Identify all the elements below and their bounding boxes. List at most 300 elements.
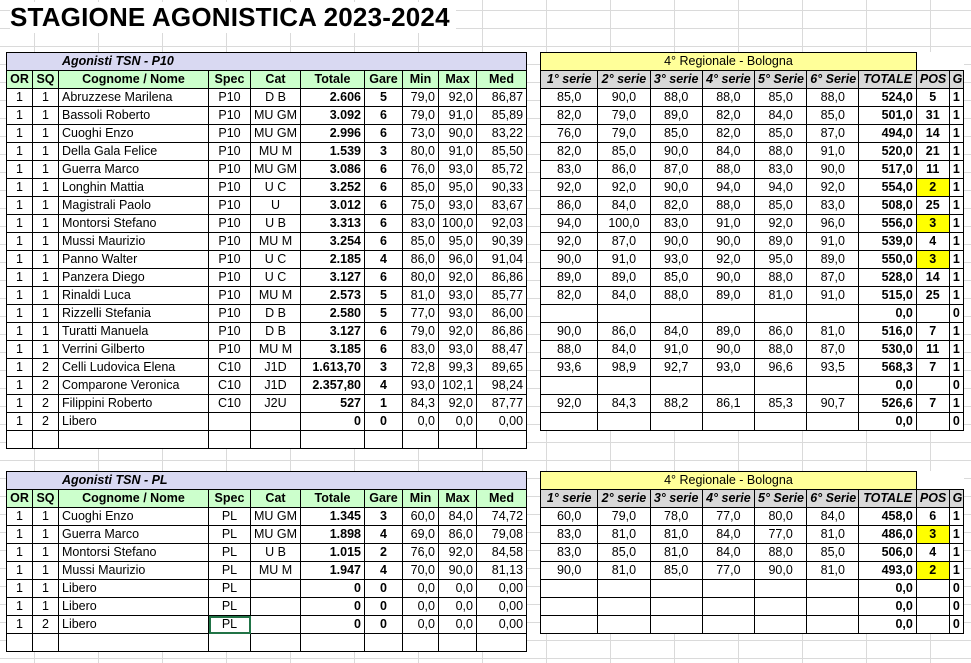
series-score-cell[interactable]: 89,0 [541,269,598,287]
races-cell[interactable]: 6 [365,161,403,179]
series-score-cell[interactable]: 89,0 [650,107,702,125]
series-score-cell[interactable] [598,305,650,323]
series-score-cell[interactable]: 87,0 [807,341,859,359]
min-cell[interactable]: 80,0 [403,143,439,161]
column-header[interactable]: OR [7,71,33,89]
min-cell[interactable]: 93,0 [403,377,439,395]
spec-cell[interactable]: P10 [209,341,251,359]
column-header[interactable]: Gare [365,490,403,508]
series-score-cell[interactable] [702,580,754,598]
results-total-cell[interactable]: 517,0 [859,161,916,179]
series-score-cell[interactable]: 78,0 [650,508,702,526]
results-total-cell[interactable]: 528,0 [859,269,916,287]
g-flag-cell[interactable]: 1 [949,395,963,413]
category-cell[interactable]: MU M [251,341,301,359]
total-cell[interactable]: 2.185 [301,251,365,269]
series-score-cell[interactable]: 100,0 [598,215,650,233]
series-score-cell[interactable]: 95,0 [755,251,807,269]
series-score-cell[interactable]: 88,0 [541,341,598,359]
series-score-cell[interactable]: 90,0 [755,562,807,580]
series-score-cell[interactable] [755,305,807,323]
series-score-cell[interactable]: 84,0 [598,341,650,359]
order-cell[interactable]: 1 [7,179,33,197]
spec-cell[interactable]: PL [209,526,251,544]
order-cell[interactable]: 1 [7,413,33,431]
series-score-cell[interactable] [541,580,598,598]
total-cell[interactable]: 1.539 [301,143,365,161]
squad-cell[interactable]: 1 [33,305,59,323]
spec-cell[interactable]: P10 [209,215,251,233]
column-header[interactable]: Totale [301,490,365,508]
series-score-cell[interactable]: 83,0 [541,526,598,544]
g-flag-cell[interactable]: 1 [949,143,963,161]
empty-cell[interactable] [477,431,527,449]
squad-cell[interactable]: 2 [33,413,59,431]
series-score-cell[interactable]: 85,0 [807,107,859,125]
min-cell[interactable]: 60,0 [403,508,439,526]
results-total-cell[interactable]: 556,0 [859,215,916,233]
order-cell[interactable]: 1 [7,544,33,562]
series-score-cell[interactable]: 86,0 [541,197,598,215]
max-cell[interactable]: 93,0 [439,305,477,323]
min-cell[interactable]: 72,8 [403,359,439,377]
series-score-cell[interactable] [541,616,598,634]
column-header[interactable]: Cognome / Nome [59,71,209,89]
spec-cell[interactable]: PL [209,598,251,616]
results-column-header[interactable]: 5° Serie [755,71,807,89]
spec-cell[interactable]: C10 [209,395,251,413]
total-cell[interactable]: 2.606 [301,89,365,107]
min-cell[interactable]: 70,0 [403,562,439,580]
series-score-cell[interactable]: 89,0 [755,233,807,251]
results-column-header[interactable]: 6° Serie [807,71,859,89]
avg-cell[interactable]: 90,33 [477,179,527,197]
category-cell[interactable]: U C [251,251,301,269]
category-cell[interactable]: J2U [251,395,301,413]
races-cell[interactable]: 3 [365,508,403,526]
spec-cell[interactable]: P10 [209,125,251,143]
avg-cell[interactable]: 74,72 [477,508,527,526]
category-cell[interactable]: MU M [251,562,301,580]
races-cell[interactable]: 6 [365,197,403,215]
results-column-header[interactable]: G [949,490,963,508]
empty-cell[interactable] [301,431,365,449]
series-score-cell[interactable] [598,377,650,395]
min-cell[interactable]: 77,0 [403,305,439,323]
position-cell[interactable]: 11 [916,161,949,179]
total-cell[interactable]: 1.947 [301,562,365,580]
order-cell[interactable]: 1 [7,323,33,341]
avg-cell[interactable]: 0,00 [477,413,527,431]
series-score-cell[interactable]: 85,0 [755,89,807,107]
results-total-cell[interactable]: 516,0 [859,323,916,341]
races-cell[interactable]: 6 [365,341,403,359]
squad-cell[interactable]: 1 [33,107,59,125]
min-cell[interactable]: 81,0 [403,287,439,305]
races-cell[interactable]: 1 [365,395,403,413]
series-score-cell[interactable]: 77,0 [702,508,754,526]
series-score-cell[interactable]: 90,0 [541,562,598,580]
avg-cell[interactable]: 90,39 [477,233,527,251]
column-header[interactable]: SQ [33,490,59,508]
results-total-cell[interactable]: 0,0 [859,616,916,634]
races-cell[interactable]: 0 [365,413,403,431]
position-cell[interactable]: 25 [916,287,949,305]
max-cell[interactable]: 102,1 [439,377,477,395]
avg-cell[interactable]: 86,00 [477,305,527,323]
results-column-header[interactable]: 3° serie [650,71,702,89]
g-flag-cell[interactable]: 0 [949,580,963,598]
series-score-cell[interactable]: 98,9 [598,359,650,377]
results-column-header[interactable]: G [949,71,963,89]
category-cell[interactable]: U B [251,215,301,233]
max-cell[interactable]: 84,0 [439,508,477,526]
series-score-cell[interactable] [598,413,650,431]
total-cell[interactable]: 0 [301,598,365,616]
series-score-cell[interactable] [702,598,754,616]
order-cell[interactable]: 1 [7,598,33,616]
max-cell[interactable]: 0,0 [439,598,477,616]
g-flag-cell[interactable]: 1 [949,179,963,197]
min-cell[interactable]: 0,0 [403,413,439,431]
position-cell[interactable]: 3 [916,251,949,269]
order-cell[interactable]: 1 [7,508,33,526]
series-score-cell[interactable]: 92,0 [541,233,598,251]
results-column-header[interactable]: POS [916,490,949,508]
series-score-cell[interactable]: 88,0 [650,89,702,107]
min-cell[interactable]: 69,0 [403,526,439,544]
min-cell[interactable]: 73,0 [403,125,439,143]
total-cell[interactable]: 3.127 [301,323,365,341]
position-cell[interactable]: 7 [916,395,949,413]
position-cell[interactable]: 4 [916,544,949,562]
order-cell[interactable]: 1 [7,287,33,305]
order-cell[interactable]: 1 [7,269,33,287]
series-score-cell[interactable]: 89,0 [598,269,650,287]
position-cell[interactable]: 3 [916,526,949,544]
series-score-cell[interactable]: 81,0 [598,526,650,544]
series-score-cell[interactable]: 92,7 [650,359,702,377]
total-cell[interactable]: 3.313 [301,215,365,233]
series-score-cell[interactable]: 96,0 [807,215,859,233]
series-score-cell[interactable]: 94,0 [755,179,807,197]
g-flag-cell[interactable]: 1 [949,215,963,233]
category-cell[interactable]: D B [251,323,301,341]
total-cell[interactable]: 0 [301,580,365,598]
squad-cell[interactable]: 1 [33,197,59,215]
series-score-cell[interactable]: 81,0 [807,323,859,341]
series-score-cell[interactable] [702,377,754,395]
results-total-cell[interactable]: 493,0 [859,562,916,580]
g-flag-cell[interactable]: 1 [949,125,963,143]
athlete-name-cell[interactable]: Libero [59,413,209,431]
results-total-cell[interactable]: 0,0 [859,377,916,395]
category-cell[interactable]: MU GM [251,107,301,125]
squad-cell[interactable]: 1 [33,323,59,341]
position-cell[interactable]: 2 [916,562,949,580]
total-cell[interactable]: 3.127 [301,269,365,287]
avg-cell[interactable]: 81,13 [477,562,527,580]
athlete-name-cell[interactable]: Cuoghi Enzo [59,508,209,526]
empty-cell[interactable] [403,431,439,449]
min-cell[interactable]: 75,0 [403,197,439,215]
total-cell[interactable]: 3.252 [301,179,365,197]
series-score-cell[interactable]: 82,0 [541,107,598,125]
races-cell[interactable]: 6 [365,233,403,251]
category-cell[interactable] [251,580,301,598]
series-score-cell[interactable]: 88,2 [650,395,702,413]
results-total-cell[interactable]: 508,0 [859,197,916,215]
series-score-cell[interactable]: 89,0 [702,287,754,305]
results-total-cell[interactable]: 0,0 [859,305,916,323]
order-cell[interactable]: 1 [7,143,33,161]
series-score-cell[interactable]: 77,0 [755,526,807,544]
avg-cell[interactable]: 85,72 [477,161,527,179]
results-column-header[interactable]: 2° serie [598,490,650,508]
category-cell[interactable]: U C [251,269,301,287]
position-cell[interactable] [916,413,949,431]
results-total-cell[interactable]: 494,0 [859,125,916,143]
results-total-cell[interactable]: 524,0 [859,89,916,107]
series-score-cell[interactable]: 84,0 [807,508,859,526]
results-total-cell[interactable]: 520,0 [859,143,916,161]
series-score-cell[interactable]: 84,0 [702,544,754,562]
series-score-cell[interactable]: 89,0 [807,251,859,269]
total-cell[interactable]: 2.573 [301,287,365,305]
results-total-cell[interactable]: 501,0 [859,107,916,125]
max-cell[interactable]: 0,0 [439,580,477,598]
athlete-name-cell[interactable]: Mussi Maurizio [59,233,209,251]
series-score-cell[interactable]: 94,0 [541,215,598,233]
series-score-cell[interactable] [598,616,650,634]
spec-cell[interactable]: P10 [209,233,251,251]
spec-cell[interactable]: P10 [209,89,251,107]
spec-cell[interactable]: PL [209,616,251,634]
squad-cell[interactable]: 1 [33,598,59,616]
series-score-cell[interactable]: 90,0 [702,233,754,251]
races-cell[interactable]: 0 [365,616,403,634]
series-score-cell[interactable] [755,377,807,395]
squad-cell[interactable]: 1 [33,233,59,251]
squad-cell[interactable]: 1 [33,580,59,598]
results-total-cell[interactable]: 539,0 [859,233,916,251]
column-header[interactable]: Med [477,490,527,508]
series-score-cell[interactable]: 87,0 [650,161,702,179]
order-cell[interactable]: 1 [7,251,33,269]
order-cell[interactable]: 1 [7,341,33,359]
results-column-header[interactable]: 1° serie [541,71,598,89]
empty-cell[interactable] [7,431,33,449]
series-score-cell[interactable]: 88,0 [702,161,754,179]
athlete-name-cell[interactable]: Della Gala Felice [59,143,209,161]
athlete-name-cell[interactable]: Libero [59,616,209,634]
total-cell[interactable]: 1.345 [301,508,365,526]
avg-cell[interactable]: 84,58 [477,544,527,562]
avg-cell[interactable]: 86,86 [477,269,527,287]
position-cell[interactable] [916,616,949,634]
athlete-name-cell[interactable]: Comparone Veronica [59,377,209,395]
series-score-cell[interactable]: 91,0 [702,215,754,233]
series-score-cell[interactable] [598,598,650,616]
spec-cell[interactable]: P10 [209,287,251,305]
results-total-cell[interactable]: 568,3 [859,359,916,377]
series-score-cell[interactable]: 85,0 [598,143,650,161]
series-score-cell[interactable] [755,598,807,616]
position-cell[interactable] [916,580,949,598]
column-header[interactable]: Spec [209,490,251,508]
order-cell[interactable]: 1 [7,616,33,634]
category-cell[interactable]: MU M [251,143,301,161]
g-flag-cell[interactable]: 1 [949,562,963,580]
position-cell[interactable]: 14 [916,269,949,287]
series-score-cell[interactable]: 85,0 [541,89,598,107]
series-score-cell[interactable]: 84,0 [702,526,754,544]
series-score-cell[interactable]: 85,0 [650,562,702,580]
category-cell[interactable]: U B [251,544,301,562]
series-score-cell[interactable]: 81,0 [807,526,859,544]
series-score-cell[interactable]: 85,0 [755,125,807,143]
series-score-cell[interactable]: 76,0 [541,125,598,143]
series-score-cell[interactable]: 85,0 [807,544,859,562]
min-cell[interactable]: 76,0 [403,161,439,179]
g-flag-cell[interactable]: 0 [949,413,963,431]
athlete-name-cell[interactable]: Panzera Diego [59,269,209,287]
avg-cell[interactable]: 85,89 [477,107,527,125]
races-cell[interactable]: 5 [365,305,403,323]
series-score-cell[interactable] [807,598,859,616]
empty-cell[interactable] [251,431,301,449]
results-total-cell[interactable]: 526,6 [859,395,916,413]
g-flag-cell[interactable]: 1 [949,197,963,215]
empty-cell[interactable] [439,634,477,652]
series-score-cell[interactable]: 90,7 [807,395,859,413]
series-score-cell[interactable]: 82,0 [702,125,754,143]
spec-cell[interactable]: P10 [209,143,251,161]
g-flag-cell[interactable]: 1 [949,89,963,107]
races-cell[interactable]: 6 [365,125,403,143]
position-cell[interactable]: 3 [916,215,949,233]
athlete-name-cell[interactable]: Filippini Roberto [59,395,209,413]
races-cell[interactable]: 6 [365,269,403,287]
order-cell[interactable]: 1 [7,125,33,143]
series-score-cell[interactable]: 86,0 [755,323,807,341]
results-column-header[interactable]: 4° serie [702,490,754,508]
series-score-cell[interactable]: 87,0 [598,233,650,251]
series-score-cell[interactable]: 81,0 [650,544,702,562]
races-cell[interactable]: 6 [365,179,403,197]
series-score-cell[interactable]: 86,0 [598,323,650,341]
avg-cell[interactable]: 79,08 [477,526,527,544]
races-cell[interactable]: 6 [365,323,403,341]
series-score-cell[interactable]: 91,0 [650,341,702,359]
series-score-cell[interactable] [650,377,702,395]
avg-cell[interactable]: 85,77 [477,287,527,305]
category-cell[interactable]: MU GM [251,526,301,544]
avg-cell[interactable]: 88,47 [477,341,527,359]
athlete-name-cell[interactable]: Celli Ludovica Elena [59,359,209,377]
position-cell[interactable]: 21 [916,143,949,161]
column-header[interactable]: Spec [209,71,251,89]
athlete-name-cell[interactable]: Libero [59,598,209,616]
squad-cell[interactable]: 1 [33,508,59,526]
min-cell[interactable]: 83,0 [403,215,439,233]
spec-cell[interactable]: P10 [209,251,251,269]
series-score-cell[interactable]: 93,6 [541,359,598,377]
squad-cell[interactable]: 2 [33,616,59,634]
g-flag-cell[interactable]: 1 [949,251,963,269]
results-total-cell[interactable]: 554,0 [859,179,916,197]
order-cell[interactable]: 1 [7,161,33,179]
squad-cell[interactable]: 1 [33,269,59,287]
series-score-cell[interactable]: 86,0 [598,161,650,179]
series-score-cell[interactable] [650,413,702,431]
spec-cell[interactable]: P10 [209,305,251,323]
series-score-cell[interactable]: 83,0 [650,215,702,233]
column-header[interactable]: Min [403,71,439,89]
column-header[interactable]: Max [439,490,477,508]
athlete-name-cell[interactable]: Guerra Marco [59,161,209,179]
results-total-cell[interactable]: 0,0 [859,413,916,431]
series-score-cell[interactable]: 83,0 [807,197,859,215]
category-cell[interactable]: MU M [251,287,301,305]
series-score-cell[interactable]: 92,0 [755,215,807,233]
order-cell[interactable]: 1 [7,89,33,107]
avg-cell[interactable]: 83,67 [477,197,527,215]
max-cell[interactable]: 91,0 [439,107,477,125]
series-score-cell[interactable]: 90,0 [650,179,702,197]
empty-cell[interactable] [365,431,403,449]
category-cell[interactable]: MU M [251,233,301,251]
position-cell[interactable]: 11 [916,341,949,359]
category-cell[interactable]: MU GM [251,508,301,526]
position-cell[interactable]: 2 [916,179,949,197]
avg-cell[interactable]: 85,50 [477,143,527,161]
series-score-cell[interactable]: 90,0 [702,269,754,287]
max-cell[interactable]: 93,0 [439,287,477,305]
series-score-cell[interactable]: 96,6 [755,359,807,377]
g-flag-cell[interactable]: 0 [949,598,963,616]
series-score-cell[interactable]: 94,0 [702,179,754,197]
empty-cell[interactable] [33,431,59,449]
order-cell[interactable]: 1 [7,395,33,413]
total-cell[interactable]: 3.254 [301,233,365,251]
spec-cell[interactable]: P10 [209,179,251,197]
results-total-cell[interactable]: 0,0 [859,598,916,616]
results-total-cell[interactable]: 486,0 [859,526,916,544]
total-cell[interactable]: 0 [301,413,365,431]
squad-cell[interactable]: 2 [33,377,59,395]
athlete-name-cell[interactable]: Magistrali Paolo [59,197,209,215]
series-score-cell[interactable]: 79,0 [598,107,650,125]
category-cell[interactable]: U [251,197,301,215]
squad-cell[interactable]: 1 [33,179,59,197]
series-score-cell[interactable] [702,413,754,431]
series-score-cell[interactable]: 84,3 [598,395,650,413]
series-score-cell[interactable] [541,598,598,616]
results-total-cell[interactable]: 506,0 [859,544,916,562]
series-score-cell[interactable]: 82,0 [541,287,598,305]
min-cell[interactable]: 76,0 [403,544,439,562]
series-score-cell[interactable]: 84,0 [650,323,702,341]
races-cell[interactable]: 2 [365,544,403,562]
series-score-cell[interactable]: 81,0 [755,287,807,305]
spec-cell[interactable]: P10 [209,107,251,125]
min-cell[interactable]: 0,0 [403,616,439,634]
series-score-cell[interactable]: 87,0 [807,269,859,287]
series-score-cell[interactable]: 82,0 [541,143,598,161]
series-score-cell[interactable] [650,580,702,598]
races-cell[interactable]: 0 [365,580,403,598]
